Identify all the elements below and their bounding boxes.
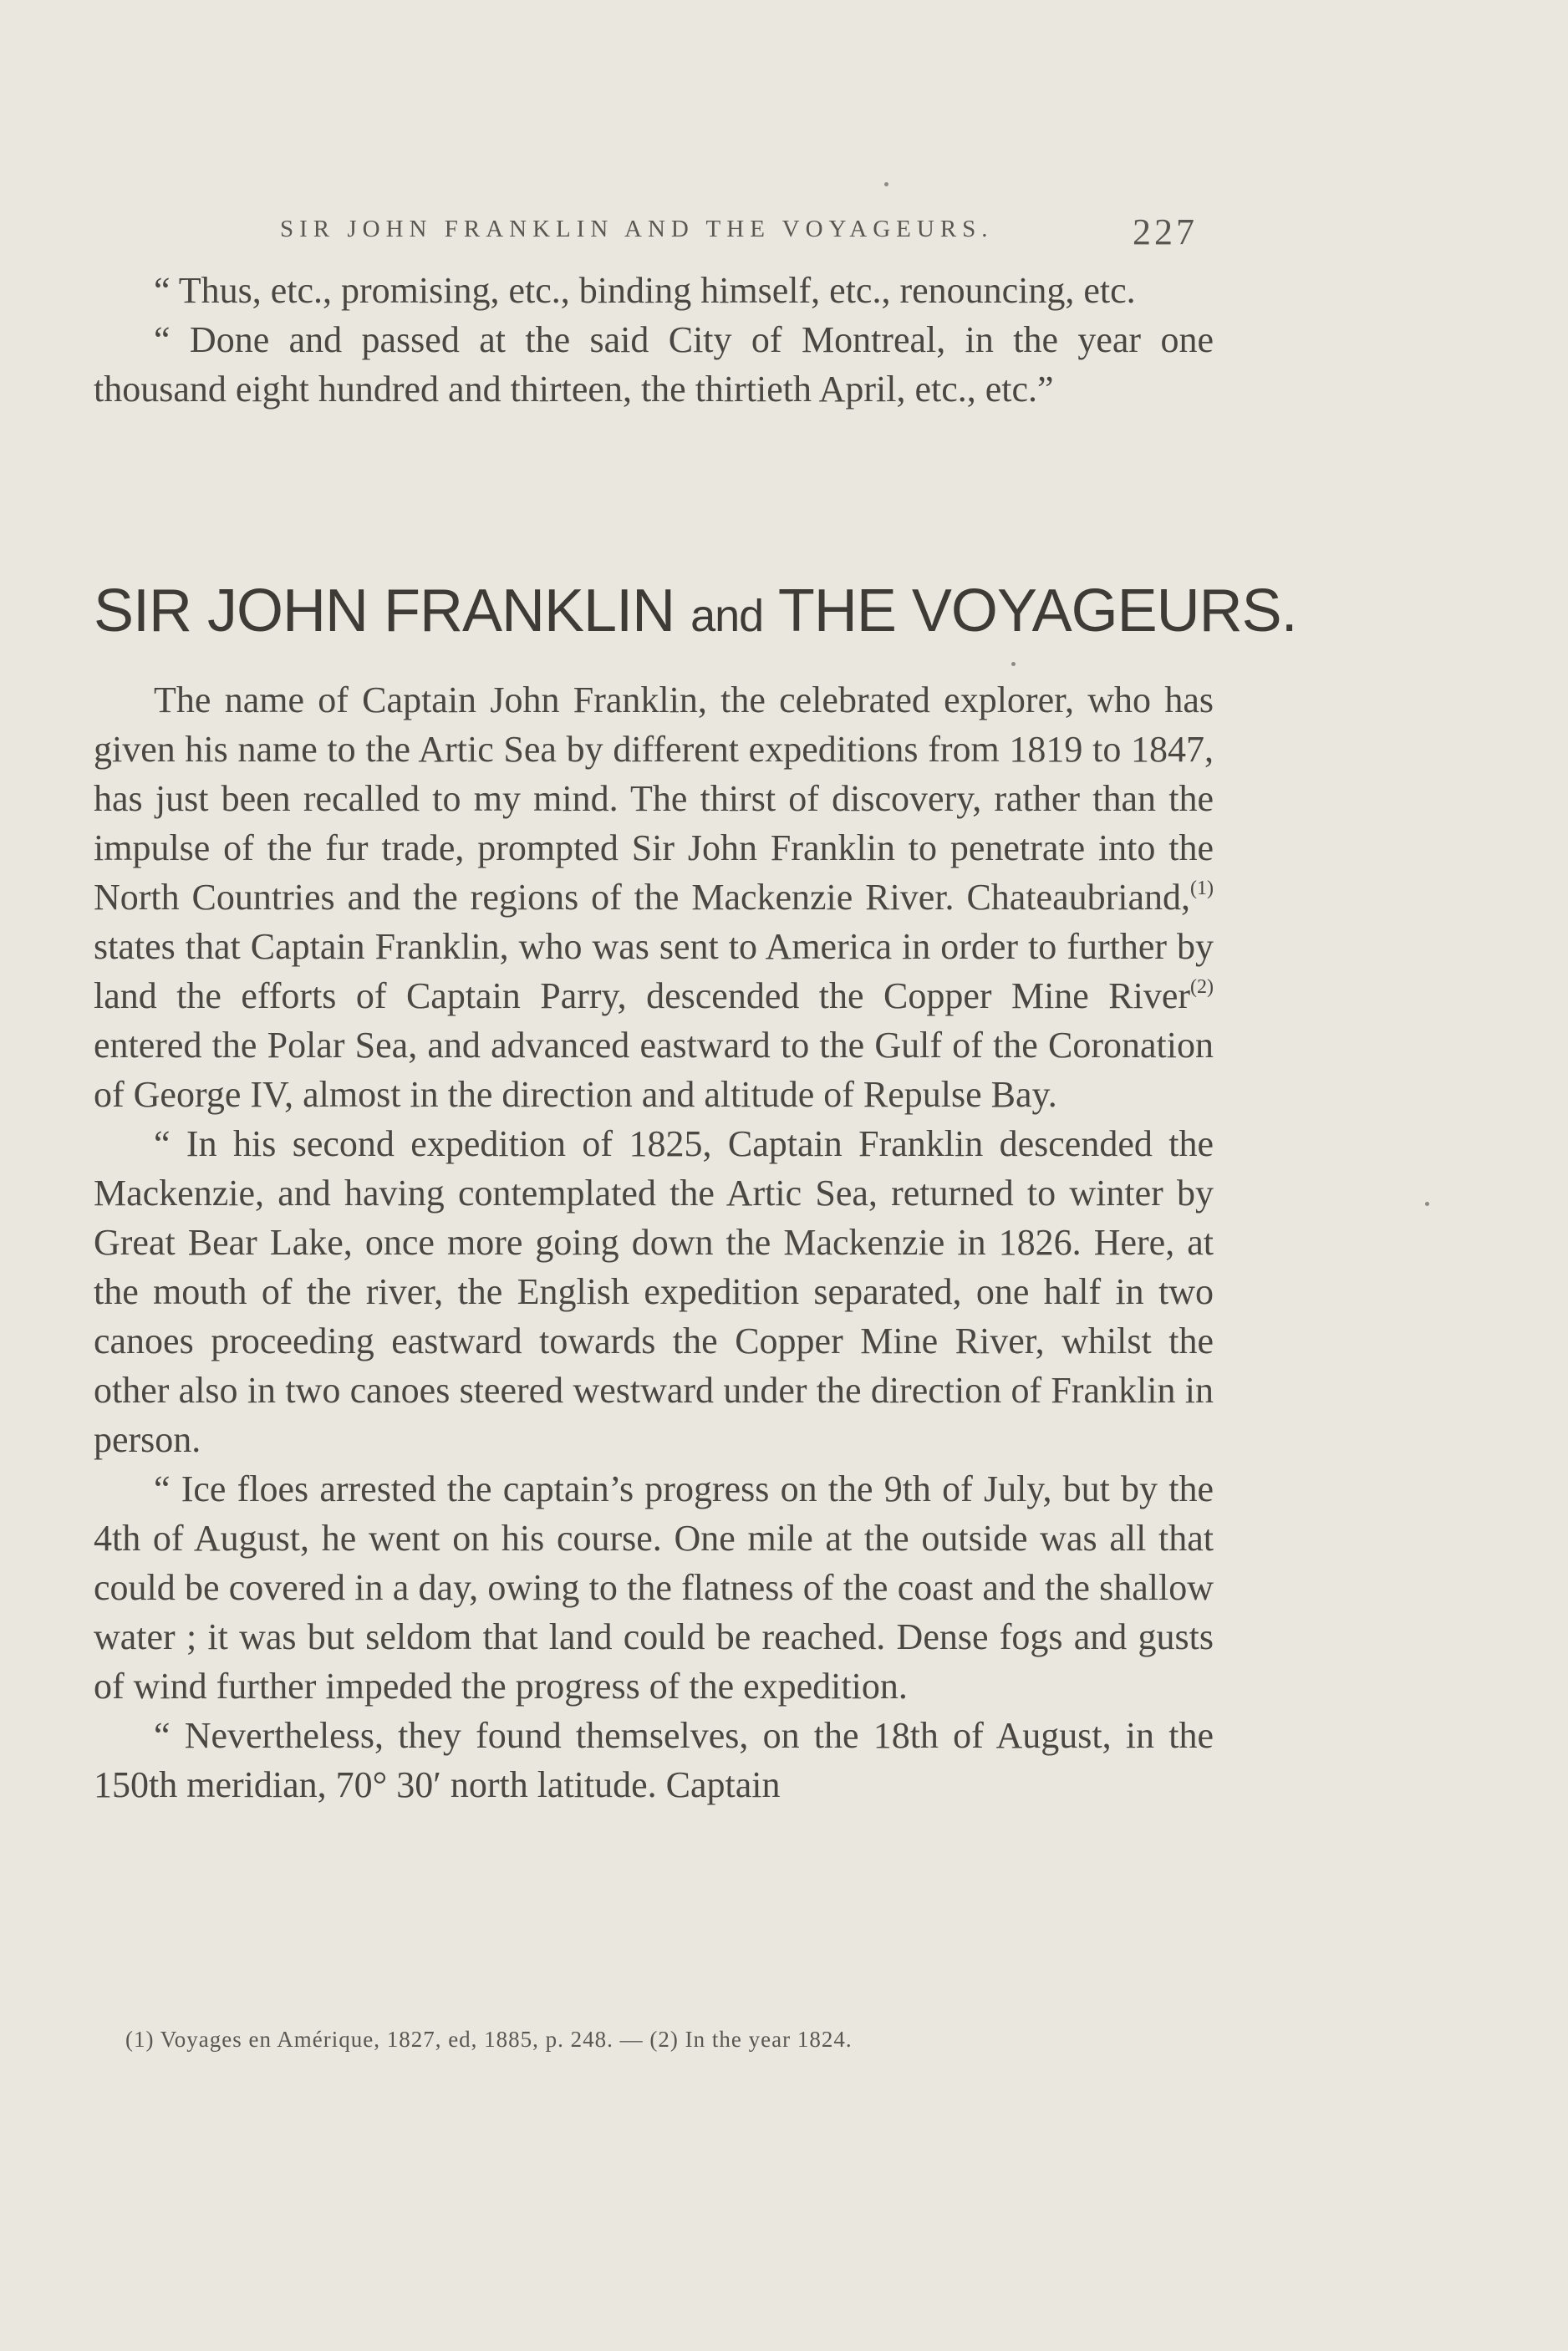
text-run: states that Captain Franklin, who was sent to America in order to further by land the efforts of Captain Parry, descended the Copper Mine River	[94, 926, 1214, 1016]
section-title-part: SIR JOHN FRANKLIN	[94, 578, 691, 644]
footnote-marker: (1)	[1190, 878, 1214, 899]
opening-text	[94, 266, 1214, 414]
footnotes: (1) Voyages en Amérique, 1827, ed, 1885, p. 248. — (2) In the year 1824.	[125, 2027, 853, 2052]
section-title	[94, 577, 1297, 645]
paper-speck	[1011, 662, 1016, 666]
running-head: SIR JOHN FRANKLIN AND THE VOYAGEURS.	[280, 216, 994, 242]
footnote-marker: (2)	[1190, 976, 1214, 998]
page-number: 227	[1133, 211, 1198, 252]
section-title-connector: and	[690, 591, 764, 641]
text-run: The name of Captain John Franklin, the celebrated explorer, who has given his name to the Artic Sea by different expeditions from 1819 to 1847, has just been recalled to my mind. The thirst of discovery, rather than the impulse of the fur trade, prompted Sir John Franklin to penetrate into the North Countries and the regions of the Mackenzie River. Chateaubriand,	[94, 679, 1214, 918]
text-run: entered the Polar Sea, and advanced eastward to the Gulf of the Coronation of George IV, almost in the direction and altitude of Repulse Bay.	[94, 1025, 1214, 1115]
opening-paragraph: “ Thus, etc., promising, etc., binding himself, etc., renouncing, etc.	[154, 270, 1136, 311]
paper-speck	[884, 182, 888, 186]
body-paragraph: “ Nevertheless, they found themselves, on the 18th of August, in the 150th meridian, 70° 30′ north latitude. Captain	[94, 1715, 1214, 1805]
body-paragraph	[94, 675, 1214, 1119]
section-title-part: THE VOYAGEURS.	[763, 578, 1297, 644]
opening-paragraph: “ Done and passed at the said City of Montreal, in the year one thousand eight hundred and thirteen, the thirtieth April, etc., etc.”	[94, 319, 1214, 410]
paper-speck	[1425, 1202, 1429, 1206]
body-paragraph: “ Ice floes arrested the captain’s progress on the 9th of July, but by the 4th of August, he went on his course. One mile at the outside was all that could be covered in a day, owing to the flatness of the coast and the shallow water ; it was but seldom that land could be reached. Dense fogs and gusts of wind further impeded the progress of the expedition.	[94, 1468, 1214, 1707]
section-body	[94, 675, 1214, 1809]
body-paragraph: “ In his second expedition of 1825, Captain Franklin descended the Mackenzie, and having contemplated the Artic Sea, returned to winter by Great Bear Lake, once more going down the Mackenzie in 1826. Here, at the mouth of the river, the English expedition separated, one half in two canoes proceeding eastward towards the Copper Mine River, whilst the other also in two canoes steered westward under the direction of Franklin in person.	[94, 1123, 1214, 1460]
